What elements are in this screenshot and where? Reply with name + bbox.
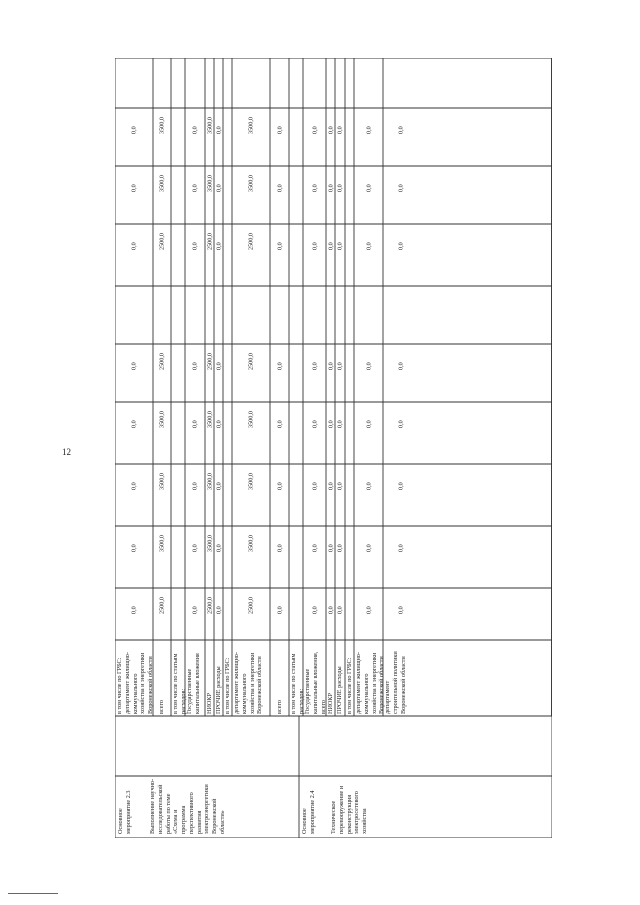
row-label-line: в том числе по статьям <box>290 653 297 714</box>
value-cell: 0,0 <box>311 420 318 428</box>
value-cell: 0,0 <box>397 242 404 250</box>
row-label-line: расходов: <box>179 688 187 714</box>
value-cell: 2500,0 <box>158 232 166 250</box>
value-cell: 0,0 <box>191 126 199 134</box>
row-label-line: в том числе по статьям <box>172 653 179 714</box>
value-cell: 0,0 <box>365 482 372 490</box>
value-cell: 0,0 <box>130 242 138 250</box>
row-label-line: всего <box>319 700 327 714</box>
value-cell: 0,0 <box>215 362 222 370</box>
row-label-line: департамент <box>384 680 391 714</box>
value-cell: 3500,0 <box>158 116 166 134</box>
value-cell: 0,0 <box>215 420 222 428</box>
value-cell: 0,0 <box>336 184 344 192</box>
value-cell: 0,0 <box>191 606 199 614</box>
row-label-line: в том числе по ГРБС: <box>345 657 353 714</box>
value-cell: 0,0 <box>130 482 138 490</box>
value-cell: 3500,0 <box>247 174 255 192</box>
row-label-line: Воронежской области <box>256 656 264 714</box>
title-line: электросетевого <box>353 791 361 834</box>
title-line: Воронежской области» <box>211 798 226 834</box>
value-cell: 0,0 <box>365 242 372 250</box>
value-cell: 0,0 <box>276 544 283 552</box>
title-line: реконструкция <box>345 794 353 834</box>
value-cell: 0,0 <box>397 184 404 192</box>
value-cell: 0,0 <box>365 362 372 370</box>
title-line: работы по теме «Схема и <box>164 793 180 834</box>
value-cell: 3500,0 <box>158 410 166 428</box>
value-cell: 0,0 <box>397 420 404 428</box>
value-cell: 0,0 <box>215 544 222 552</box>
row-label-line: департамент жилищно- <box>355 652 362 714</box>
row-label <box>206 642 214 714</box>
value-cell: 0,0 <box>397 482 404 490</box>
value-cell: 0,0 <box>327 242 334 250</box>
row-label-line: всего <box>275 700 283 714</box>
value-cell: 0,0 <box>336 126 344 134</box>
page-number: 12 <box>62 447 71 457</box>
value-cell: 0,0 <box>276 362 283 370</box>
row-label-line: хозяйства и энергетики <box>139 652 147 714</box>
value-cell: 0,0 <box>397 544 404 552</box>
row-label <box>346 642 354 714</box>
value-cell: 2500,0 <box>158 352 166 370</box>
row-label-line: департамент жилищно- <box>233 652 240 714</box>
value-cell: 0,0 <box>397 126 404 134</box>
row-label-line: коммунального <box>362 673 370 714</box>
row-label-line: департамент жилищно- <box>123 652 131 714</box>
value-cell: 0,0 <box>130 544 138 552</box>
row-label-line: НИОКР <box>326 693 334 714</box>
title-line: Выполнение научно- <box>149 778 156 834</box>
title-line: хозяйства <box>361 808 368 834</box>
row-label <box>355 642 386 714</box>
value-cell: 0,0 <box>311 242 318 250</box>
rotated-table <box>115 58 552 838</box>
value-cell: 0,0 <box>215 184 222 192</box>
row-label-line: расходов: <box>297 688 305 714</box>
value-cell: 0,0 <box>365 126 372 134</box>
value-cell: 0,0 <box>327 482 334 490</box>
value-cell: 0,0 <box>130 362 138 370</box>
value-cell: 0,0 <box>336 420 344 428</box>
value-cell: 0,0 <box>311 606 318 614</box>
value-cell: 0,0 <box>336 242 344 250</box>
row-label <box>186 642 202 714</box>
row-label <box>233 642 264 714</box>
value-cell: 3500,0 <box>247 534 255 552</box>
measure-status-2-3: Основное мероприятие 2.3 <box>117 790 132 834</box>
value-cell: 0,0 <box>191 420 199 428</box>
measure-status-2-4: Основное мероприятие 2.4 <box>301 790 316 834</box>
row-label <box>327 642 335 714</box>
value-cell: 0,0 <box>365 544 372 552</box>
value-cell: 3500,0 <box>206 534 213 552</box>
row-label <box>116 642 155 714</box>
value-cell: 0,0 <box>130 606 138 614</box>
value-cell: 0,0 <box>311 362 318 370</box>
row-label-line: в том числе по ГРБС: <box>116 657 123 714</box>
value-cell: 0,0 <box>191 362 199 370</box>
value-cell: 0,0 <box>311 544 318 552</box>
value-cell: 0,0 <box>276 420 283 428</box>
value-cell: 0,0 <box>327 184 334 192</box>
value-cell: 0,0 <box>215 606 222 614</box>
value-cell: 0,0 <box>191 242 199 250</box>
value-cell: 0,0 <box>327 606 334 614</box>
value-cell: 0,0 <box>311 126 318 134</box>
value-cell: 0,0 <box>397 606 404 614</box>
value-cell: 0,0 <box>276 184 283 192</box>
row-label-line: всего <box>158 700 165 714</box>
value-cell: 3500,0 <box>206 410 213 428</box>
value-cell: 3500,0 <box>158 174 166 192</box>
value-cell: 0,0 <box>327 420 334 428</box>
value-cell: 0,0 <box>130 126 138 134</box>
value-cell: 2500,0 <box>247 232 255 250</box>
value-cell: 3500,0 <box>247 116 255 134</box>
row-label-line: в том числе по ГРБС: <box>223 657 231 714</box>
value-cell: 2500,0 <box>206 352 213 370</box>
value-cell: 3500,0 <box>247 410 255 428</box>
title-line: перевооружение и <box>337 785 345 834</box>
row-label <box>215 642 223 714</box>
row-label-line: капитальные вложения <box>193 653 201 714</box>
value-cell: 0,0 <box>215 482 222 490</box>
row-label-line: ПРОЧИЕ расходы <box>214 666 222 714</box>
value-cell: 0,0 <box>311 482 318 490</box>
value-cell: 0,0 <box>336 362 344 370</box>
row-label-line: Воронежской области <box>399 656 407 714</box>
value-cell: 3500,0 <box>158 472 166 490</box>
value-cell: 0,0 <box>191 184 199 192</box>
value-cell: 0,0 <box>191 544 199 552</box>
footer-rule <box>8 893 58 894</box>
title-line: электроэнергетики <box>203 784 211 834</box>
value-cell: 0,0 <box>365 184 372 192</box>
value-cell: 0,0 <box>130 184 138 192</box>
value-cell: 3500,0 <box>247 472 255 490</box>
row-label <box>384 642 407 714</box>
row-label-line: капитальные вложения, <box>311 651 319 714</box>
row-label-line: Государственные <box>304 668 311 714</box>
value-cell: 2500,0 <box>247 352 255 370</box>
value-cell: 3500,0 <box>158 534 166 552</box>
value-cell: 0,0 <box>336 606 344 614</box>
value-cell: 0,0 <box>215 242 222 250</box>
value-cell: 3500,0 <box>206 116 213 134</box>
value-cell: 0,0 <box>276 242 283 250</box>
value-cell: 0,0 <box>365 420 372 428</box>
title-line: Техническое <box>330 800 337 834</box>
value-cell: 0,0 <box>311 184 318 192</box>
value-cell: 2500,0 <box>158 596 166 614</box>
value-cell: 2500,0 <box>206 232 213 250</box>
row-label-line: ПРОЧИЕ расходы <box>336 666 343 714</box>
value-cell: 0,0 <box>215 126 222 134</box>
value-cell: 0,0 <box>327 126 334 134</box>
row-label <box>336 642 344 714</box>
row-label <box>276 642 284 714</box>
measure-title-2-3 <box>149 778 227 834</box>
title-line: программа <box>180 805 187 834</box>
title-line: исследовательской <box>156 784 164 834</box>
value-cell: 0,0 <box>276 126 283 134</box>
value-cell: 0,0 <box>336 482 344 490</box>
value-cell: 3500,0 <box>206 174 213 192</box>
value-cell: 3500,0 <box>206 472 213 490</box>
row-label <box>224 642 232 714</box>
measure-title-2-4 <box>330 778 369 834</box>
row-label-line: строительной политики <box>391 651 399 714</box>
row-label-line: Воронежской области <box>378 656 386 714</box>
row-label-line: Воронежской области <box>147 656 154 714</box>
value-cell: 0,0 <box>130 420 138 428</box>
value-cell: 0,0 <box>191 482 199 490</box>
value-cell: 0,0 <box>327 544 334 552</box>
row-label-line: Государственные <box>186 668 193 714</box>
value-cell: 0,0 <box>336 544 344 552</box>
table-grid <box>115 58 552 838</box>
value-cell: 0,0 <box>327 362 334 370</box>
value-cell: 2500,0 <box>247 596 255 614</box>
value-cell: 0,0 <box>397 362 404 370</box>
row-label-line: хозяйства и энергетики <box>248 652 256 714</box>
title-line: перспективного развития <box>187 792 203 834</box>
row-label <box>304 642 327 714</box>
row-label-line: НИОКР <box>205 693 213 714</box>
row-label-line: коммунального <box>240 673 248 714</box>
value-cell: 2500,0 <box>206 596 213 614</box>
value-cell: 0,0 <box>276 606 283 614</box>
row-label-line: коммунального <box>131 673 139 714</box>
value-cell: 0,0 <box>365 606 372 614</box>
value-cell: 0,0 <box>276 482 283 490</box>
row-label-line: хозяйства и энергетики <box>370 652 378 714</box>
row-label <box>158 642 166 714</box>
